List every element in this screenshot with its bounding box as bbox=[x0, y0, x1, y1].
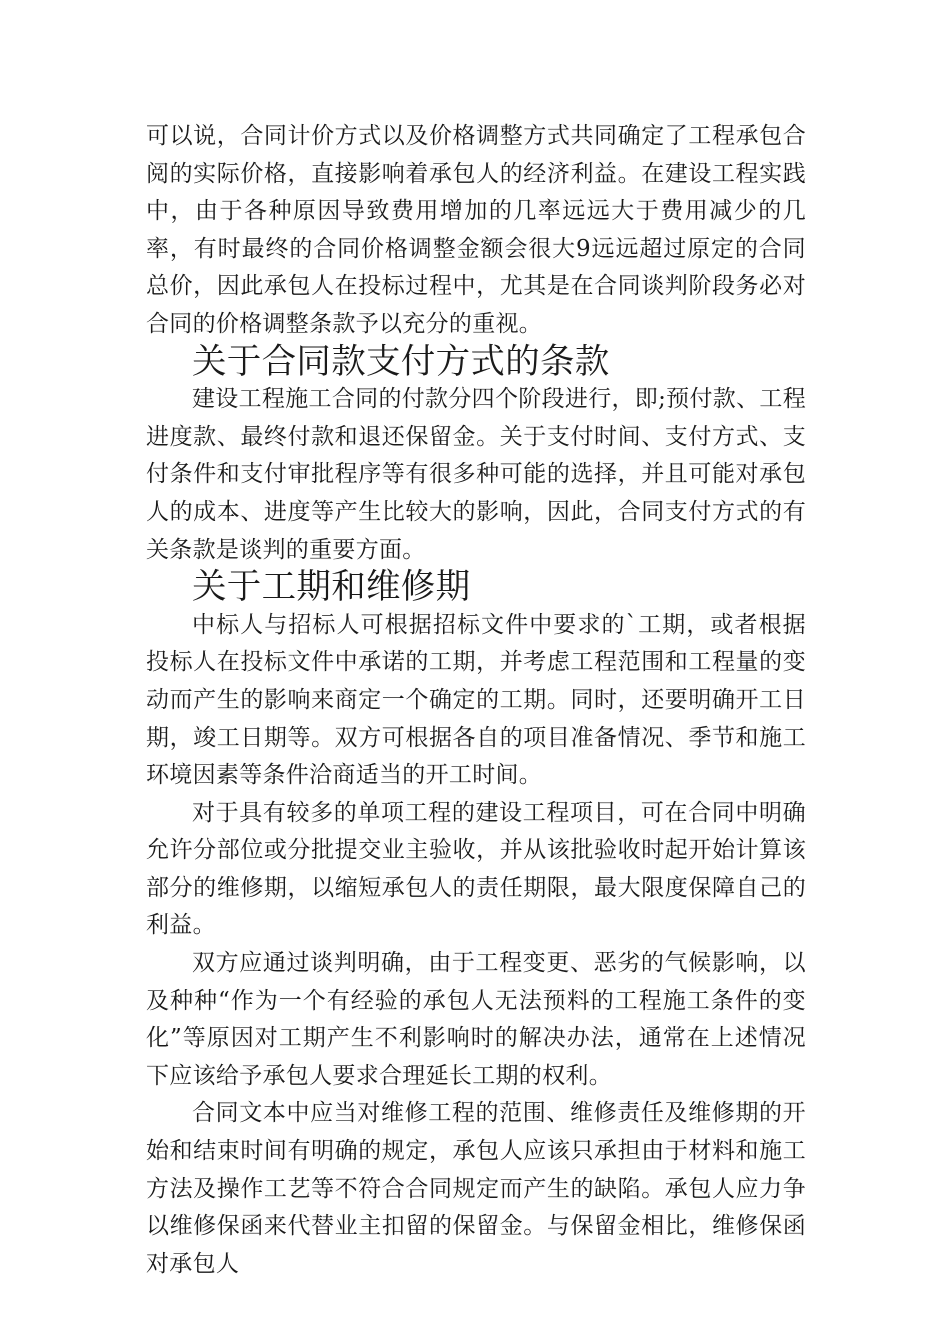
paragraph-partial-acceptance: 对于具有较多的单项工程的建设工程项目，可在合同中明确允许分部位或分批提交业主验收，并从该批验收时起开始计算该部分的维修期，以缩短承包人的责任期限，最大限度保障自己的利益。 bbox=[146, 799, 806, 939]
paragraph-schedule-extension: 双方应通过谈判明确，由于工程变更、恶劣的气候影响，以及种种“作为一个有经验的承包人无法预料的工程施工条件的变化”等原因对工期产生不利影响时的解决办法，通常在上述情况下应该给予承包人要求合理延长工期的权利。 bbox=[146, 950, 806, 1089]
paragraph-schedule-agreement: 中标人与招标人可根据招标文件中要求的`工期，或者根据投标人在投标文件中承诺的工期，并考虑工程范围和工程量的变动而产生的影响来商定一个确定的工期。同时，还要明确开工日期，竣工日期等。双方可根据各自的项目准备情况、季节和施工环境因素等条件洽商适当的开工时间。 bbox=[146, 611, 806, 789]
document-page bbox=[146, 118, 806, 1283]
heading-schedule-and-warranty: 关于工期和维修期 bbox=[192, 567, 471, 608]
paragraph-price-adjustment: 可以说，合同计价方式以及价格调整方式共同确定了工程承包合阅的实际价格，直接影响着承包人的经济利益。在建设工程实践中，由于各种原因导致费用增加的几率远远大于费用减少的几率，有时最终的合同价格调整金额会很大9远远超过原定的合同总价，因此承包人在投标过程中，尤其是在合同谈判阶段务必对合同的价格调整条款予以充分的重视。 bbox=[146, 123, 806, 337]
paragraph-warranty-scope: 合同文本中应当对维修工程的范围、维修责任及维修期的开始和结束时间有明确的规定，承包人应该只承担由于材料和施工方法及操作工艺等不符合合同规定而产生的缺陷。承包人应力争以维修保函来代替业主扣留的保留金。与保留金相比，维修保函对承包人 bbox=[146, 1100, 806, 1277]
paragraph-payment-stages: 建设工程施工合同的付款分四个阶段进行，即;预付款、工程进度款、最终付款和退还保留金。关于支付时间、支付方式、支付条件和支付审批程序等有很多种可能的选择，并且可能对承包人的成本、进度等产生比较大的影响，因此，合同支付方式的有关条款是谈判的重要方面。 bbox=[146, 386, 806, 563]
heading-payment-terms: 关于合同款支付方式的条款 bbox=[192, 341, 610, 382]
